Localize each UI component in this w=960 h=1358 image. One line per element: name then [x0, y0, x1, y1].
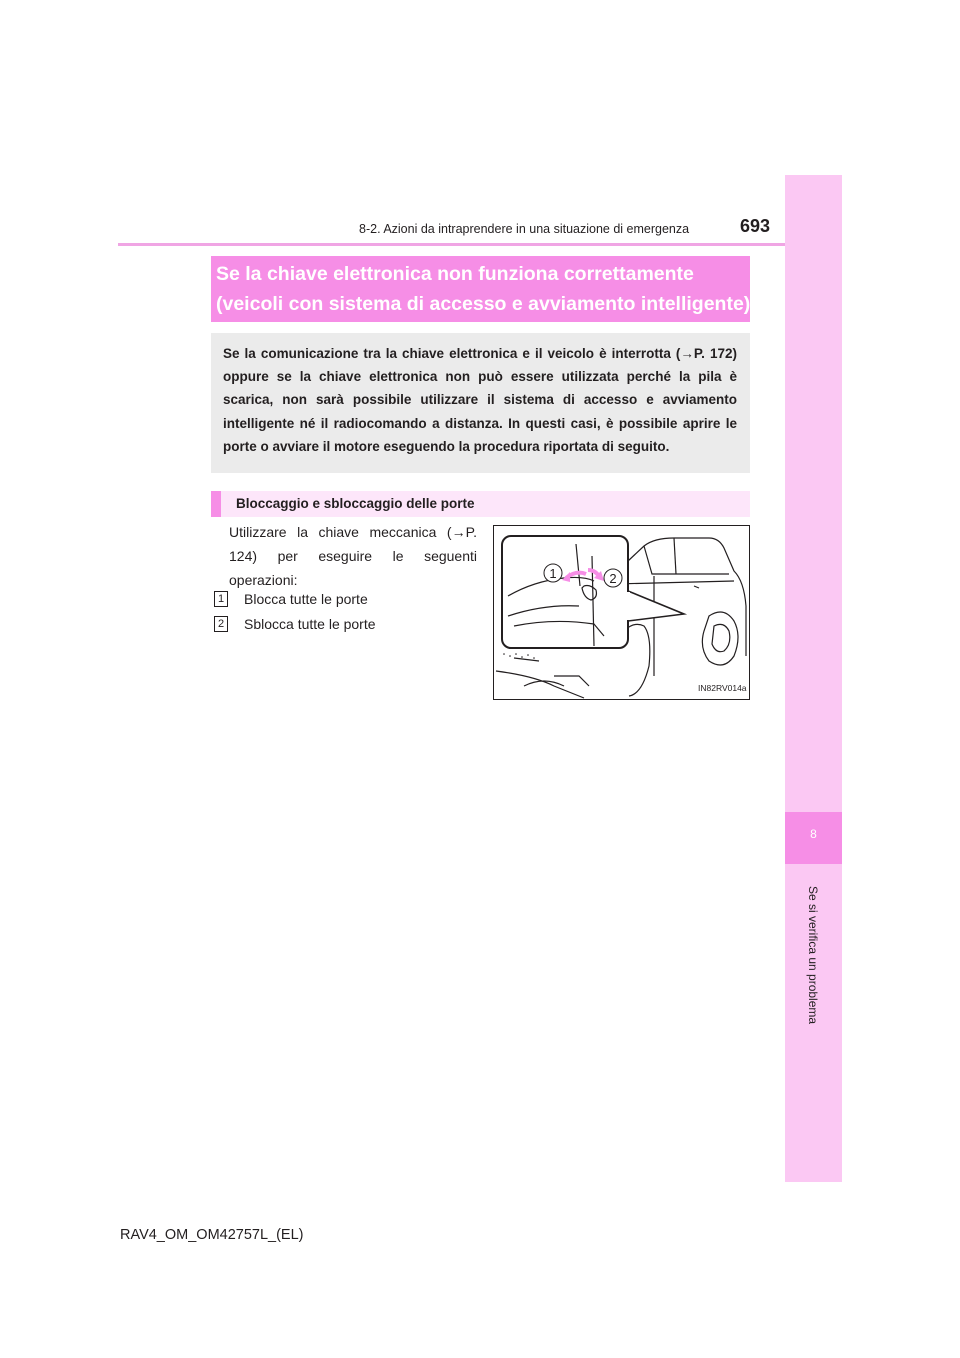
- footer-document-code: RAV4_OM_OM42757L_(EL): [120, 1227, 304, 1243]
- intro-text: Se la comunicazione tra la chiave elettronica e il veicolo è interrotta (→P. 172) oppure se la chiave elettronica non può essere utilizzata perché la pila è scarica, non sarà possibile utilizzare il sistema di accesso e avviamento intelligente né il radiocomando a distanza. In questi casi, è possibile aprire le porte o avviare il motore eseguendo la procedura riportata di seguito.: [223, 346, 737, 454]
- step-1: [214, 589, 368, 609]
- subsection-title: Bloccaggio e sbloccaggio delle porte: [236, 496, 475, 511]
- side-tab-strip: [785, 175, 842, 1182]
- intro-box: [211, 333, 750, 473]
- callout-1: 1: [549, 566, 557, 581]
- car-door-drawing: [494, 526, 750, 700]
- header-rule: [118, 243, 785, 246]
- step-1-number: 1: [214, 591, 228, 607]
- step-2-number: 2: [214, 616, 228, 632]
- section-title-line-1: Se la chiave elettronica non funziona correttamente: [216, 263, 694, 285]
- side-tab-chapter-number: 8: [810, 827, 817, 841]
- section-title-banner: [211, 256, 750, 322]
- step-1-label: Blocca tutte le porte: [244, 591, 368, 607]
- subsection-body: Utilizzare la chiave meccanica (→P. 124) per eseguire le seguenti operazioni:: [229, 524, 477, 588]
- figure-code: IN82RV014a: [698, 683, 747, 693]
- side-tab-chapter-title: Se si verifica un problema: [806, 886, 820, 1025]
- header-title: 8-2. Azioni da intraprendere in una situazione di emergenza: [359, 222, 690, 236]
- subsection-header: [211, 491, 750, 517]
- page-number: 693: [740, 216, 771, 236]
- subsection-header-bar: [211, 491, 221, 517]
- step-2: [214, 614, 376, 634]
- section-title-line-2: (veicoli con sistema di accesso e avviamento intelligente): [216, 293, 751, 315]
- door-lock-illustration: [493, 525, 750, 700]
- callout-2: 2: [609, 571, 617, 586]
- step-2-label: Sblocca tutte le porte: [244, 616, 376, 632]
